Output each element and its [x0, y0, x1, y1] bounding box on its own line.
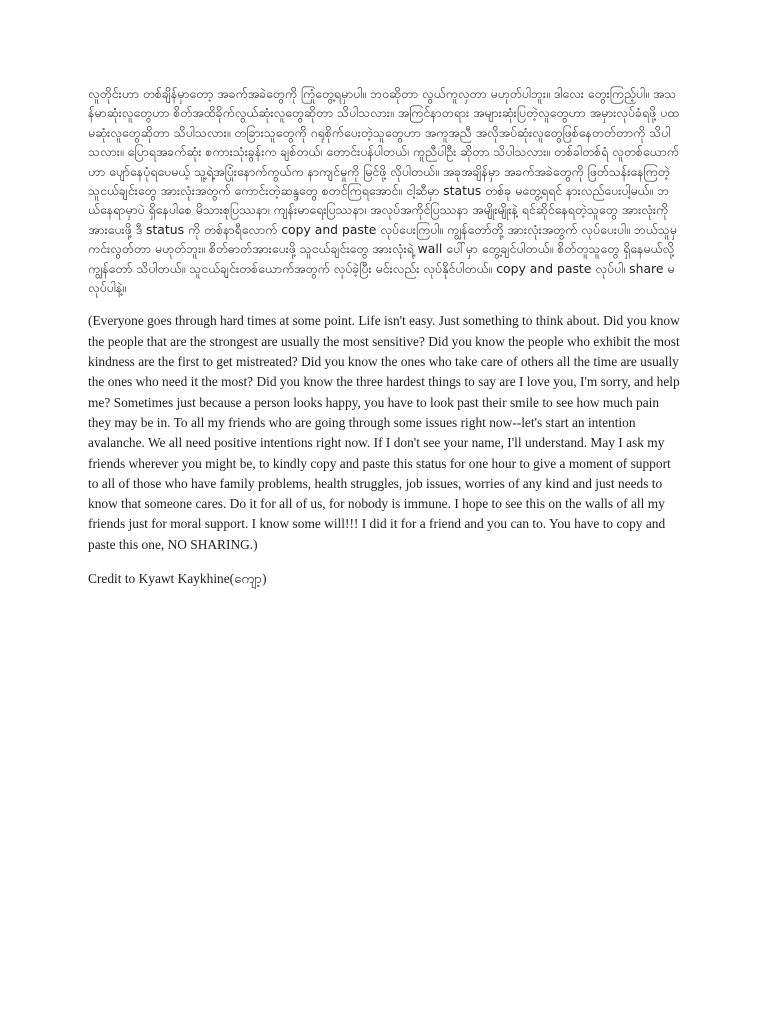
- myanmar-paragraph: လူတိုင်းဟာ တစ်ချိန်မှာတော့ အခက်အခဲတွေကို ကြုံတွေ့ရမှာပါ။ ဘဝဆိုတာ လွယ်ကူလှတာ မဟုတ်ပါဘူး။ ဒါလေး တွေးကြည့်ပါ။ အသန်မာဆုံးလူတွေဟာ စိတ်အထိခိုက်လွယ်ဆုံးလူတွေဆိုတာ သိပါသလား။ အကြင်နာတရား အများဆုံးပြတဲ့လူတွေဟာ အမှားလုပ်ခံရဖို့ ပထမဆုံးလူတွေဆိုတာ သိပါသလား။ တခြားသူတွေကို ဂရုစိုက်ပေးတဲ့သူတွေဟာ အကူအညီ အလိုအပ်ဆုံးလူတွေဖြစ်နေတတ်တာကို သိပါသလား။ ပြောရအခက်ဆုံး စကားသုံးခွန်းက ချစ်တယ်၊ တောင်းပန်ပါတယ်၊ ကူညီပါဦး ဆိုတာ သိပါသလား။ တစ်ခါတစ်ရံ လူတစ်ယောက်ဟာ ပျော်နေပုံရပေမယ့် သူ့ရဲ့အပြုံးနောက်ကွယ်က နာကျင်မှုကို မြင်ဖို့ လိုပါတယ်။ အခုအချိန်မှာ အခက်အခဲတွေကို ဖြတ်သန်းနေကြတဲ့ သူငယ်ချင်းတွေ အားလုံးအတွက် ကောင်းတဲ့ဆန္ဒတွေ စတင်ကြရအောင်။ ငါ့ဆီမှာ status တစ်ခု မတွေ့ရရင် နားလည်ပေးပါ့မယ်။ ဘယ်နေရာမှာပဲ ရှိနေပါစေ မိသားစုပြဿနာ၊ ကျန်းမာရေးပြဿနာ၊ အလုပ်အကိုင်ပြဿနာ အမျိုးမျိုးနဲ့ ရင်ဆိုင်နေရတဲ့သူတွေ အားလုံးကို အားပေးဖို့ ဒီ status ကို တစ်နာရီလောက် copy and paste လုပ်ပေးကြပါ။ ကျွန်တော်တို့ အားလုံးအတွက် လုပ်ပေးပါ။ ဘယ်သူမှ ကင်းလွတ်တာ မဟုတ်ဘူး။ စိတ်ဓာတ်အားပေးဖို့ သူငယ်ချင်းတွေ အားလုံးရဲ့ wall ပေါ်မှာ တွေ့ချင်ပါတယ်။ စိတ်တူသူတွေ ရှိနေမယ်လို့ ကျွန်တော် သိပါတယ်။ သူငယ်ချင်းတစ်ယောက်အတွက် လုပ်ခဲ့ပြီး မင်းလည်း လုပ်နိုင်ပါတယ်။ copy and paste လုပ်ပါ၊ share မလုပ်ပါနဲ့။: [88, 86, 680, 296]
- credit-line: Credit to Kyawt Kaykhine(ကျော့): [88, 571, 267, 587]
- document-page: [88, 84, 680, 589]
- english-paragraph: (Everyone goes through hard times at some point. Life isn't easy. Just something to think about. Did you know the people that are the strongest are usually the most sensitive? Did you know the people who exhibit the most kindness are the first to get mistreated? Did you know the ones who take care of others all the time are usually the ones who need it the most? Did you know the three hardest things to say are I love you, I'm sorry, and help me? Sometimes just because a person looks happy, you have to look past their smile to see how much pain they may be in. To all my friends who are going through some issues right now--let's start an intention avalanche. We all need positive intentions right now. If I don't see your name, I'll understand. May I ask my friends wherever you might be, to kindly copy and paste this status for one hour to give a moment of support to all of those who have family problems, health struggles, job issues, worries of any kind and just needs to know that someone cares. Do it for all of us, for nobody is immune. I hope to see this on the walls of all my friends just for moral support. I know some will!!! I did it for a friend and you can to. You have to copy and paste this one, NO SHARING.): [88, 313, 680, 552]
